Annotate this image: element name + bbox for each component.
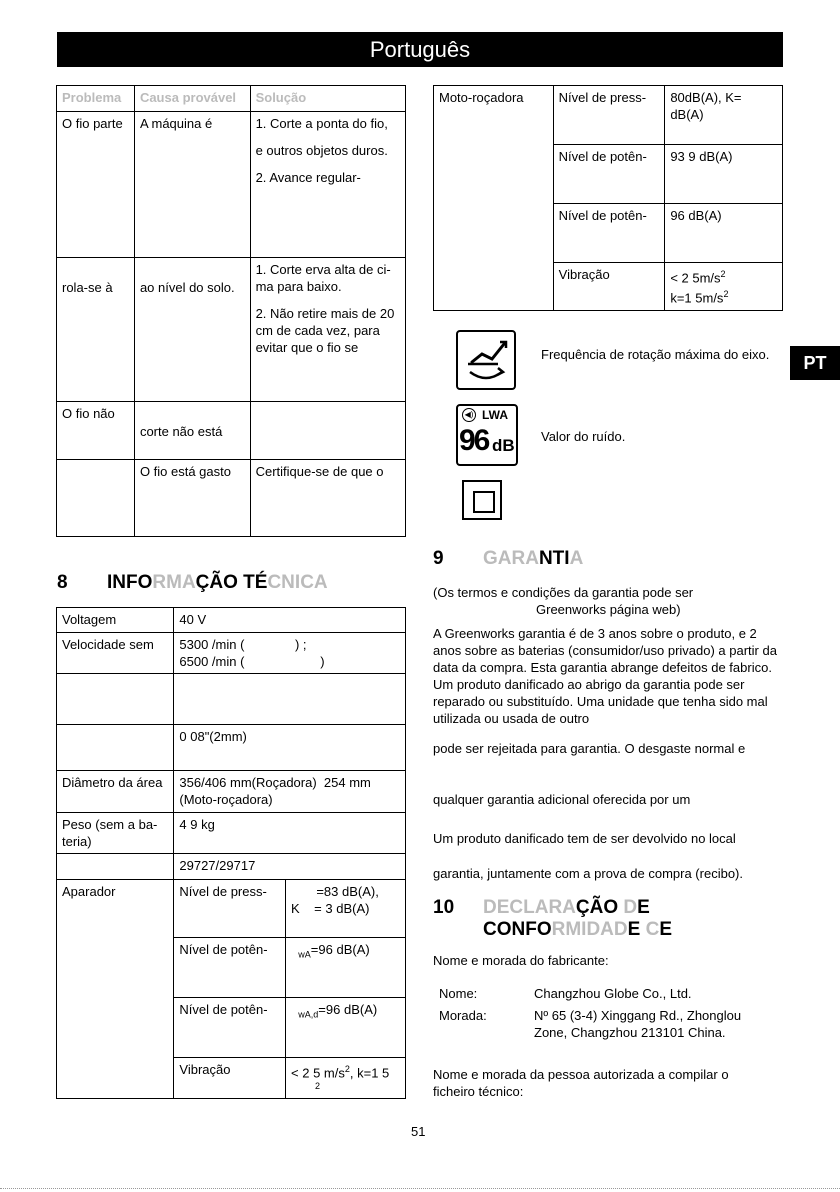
- heading-part: CNI: [267, 572, 301, 593]
- authorized-person-heading: Nome e morada da pessoa autorizada a compilar o ficheiro técnico:: [433, 1067, 729, 1099]
- troubleshooting-table: [56, 85, 406, 537]
- heading-part: E: [637, 897, 650, 918]
- heading-part: INFO: [107, 572, 153, 593]
- warranty-intro: (Os termos e condições da garantia pode ser: [433, 585, 694, 600]
- section-8-heading: [57, 572, 328, 594]
- heading-part: D: [623, 897, 638, 918]
- solution-line: 1. Corte erva alta de ci-ma para baixo.: [255, 262, 391, 294]
- measure-value: [286, 938, 406, 998]
- problem-cell: rola-se à: [57, 258, 135, 402]
- value-text: =96 dB(A): [310, 942, 370, 957]
- symbol-description: Frequência de rotação máxima do eixo.: [541, 347, 770, 362]
- symbol-description: Valor do ruído.: [541, 429, 626, 444]
- measure-name: Vibração: [553, 263, 665, 311]
- spec-label: Diâmetro da área: [57, 771, 174, 813]
- cause-cell: ao nível do solo.: [134, 258, 250, 402]
- spec-value: 0 08"(2mm): [174, 725, 406, 771]
- measure-value: [286, 880, 406, 938]
- subscript: 2: [315, 1081, 321, 1092]
- table-row: [57, 402, 406, 460]
- value-text: < 2 5 m/s: [291, 1065, 345, 1081]
- subscript: wA,d: [298, 1009, 319, 1020]
- heading-part: ÇÃO: [575, 897, 624, 918]
- measure-value-line: K = 3 dB(A): [291, 901, 370, 916]
- table-row: [57, 854, 406, 880]
- subscript: wA: [298, 949, 311, 960]
- problem-cell: O fio não: [57, 402, 135, 460]
- measure-name: Nível de potên-: [553, 145, 665, 204]
- measure-value: [286, 998, 406, 1058]
- spec-label: Moto-roçadora: [434, 86, 554, 311]
- section-number: 9: [433, 548, 444, 569]
- problem-cell: O fio parte: [57, 112, 135, 258]
- measure-name: Nível de potên-: [174, 938, 286, 998]
- solution-line: 2. Avance regular-: [255, 170, 361, 185]
- section-9-heading: [433, 548, 583, 570]
- col-header-solution: Solução: [250, 86, 405, 112]
- heading-part: D: [483, 897, 497, 918]
- spec-value: 40 V: [174, 608, 406, 633]
- measure-name: Nível de potên-: [553, 204, 665, 263]
- spec-label: Velocidade sem: [57, 633, 174, 674]
- speaker-icon: ◀): [462, 408, 476, 422]
- heading-part: CA: [300, 572, 328, 593]
- table-row: [57, 633, 406, 674]
- problem-cell: [57, 460, 135, 537]
- heading-part: TÉ: [243, 572, 268, 593]
- language-tab: PT: [790, 346, 840, 380]
- measure-value: [665, 263, 783, 311]
- cause-cell: O fio está gasto: [134, 460, 250, 537]
- warranty-paragraph: Um produto danificado tem de ser devolvido no local: [433, 831, 736, 846]
- table-row: [57, 674, 406, 725]
- measure-name: Nível de press-: [174, 880, 286, 938]
- manufacturer-heading: Nome e morada do fabricante:: [433, 953, 609, 968]
- measure-name: Nível de press-: [553, 86, 665, 145]
- heading-part: ÇÃO: [195, 572, 244, 593]
- tech-info-table: [56, 607, 406, 1099]
- measure-value-line: dB(A): [670, 107, 704, 122]
- spec-value-line: 356/406 mm(Roçadora) 254 mm: [179, 775, 371, 790]
- heading-part: RM: [551, 919, 582, 940]
- cause-cell: A máquina é: [134, 112, 250, 258]
- measure-value: [286, 1058, 406, 1099]
- address-value: Nº 65 (3-4) Xinggang Rd., Zhonglou Zone, Changzhou 213101 China.: [534, 1008, 742, 1040]
- section-number: 8: [57, 572, 68, 593]
- superscript: 2: [723, 289, 729, 300]
- solution-cell: [250, 258, 405, 402]
- table-row: [57, 813, 406, 854]
- heading-part: E: [627, 919, 646, 940]
- table-row: [57, 771, 406, 813]
- measure-name: Vibração: [174, 1058, 286, 1099]
- heading-part: IDAD: [581, 919, 628, 940]
- spec-label: [57, 854, 174, 880]
- solution-cell: [250, 112, 405, 258]
- heading-part: C: [645, 919, 660, 940]
- spec-label: Aparador: [57, 880, 174, 1099]
- spec-value: [174, 674, 406, 725]
- table-row: [57, 258, 406, 402]
- name-value: Changzhou Globe Co., Ltd.: [534, 986, 692, 1001]
- footer-divider: [0, 1188, 840, 1189]
- measure-name: Nível de potên-: [174, 998, 286, 1058]
- page-number: 51: [411, 1124, 426, 1139]
- heading-part: ECL: [496, 897, 535, 918]
- spec-label: Peso (sem a ba-teria): [57, 813, 174, 854]
- section-number: 10: [433, 897, 455, 918]
- heading-part: CONFO: [483, 919, 552, 940]
- value-text: k=1 5m/s: [670, 290, 724, 306]
- lwa-badge-unit: dB: [492, 436, 515, 455]
- solution-line: e outros objetos duros.: [255, 143, 388, 158]
- warranty-paragraph: A Greenworks garantia é de 3 anos sobre o produto, e 2 anos sobre as baterias (consumidor/uso privado) a partir da data da compra. Esta garantia abrange defeitos de fabrico. Um produto danificado ao abrigo da garantia pode ser reparado ou substituído. Uma unidade que tenha sido mal utilizada ou usada de outro: [433, 626, 777, 726]
- name-label: Nome:: [439, 986, 478, 1001]
- measure-value: 93 9 dB(A): [665, 145, 783, 204]
- solution-cell: [250, 402, 405, 460]
- solution-cell: Certifique-se de que o: [250, 460, 405, 537]
- heading-part: NTI: [538, 548, 570, 569]
- spec-label: Voltagem: [57, 608, 174, 633]
- spec-label: [57, 725, 174, 771]
- value-text: < 2 5m/s: [670, 270, 721, 286]
- spec-label: [57, 674, 174, 725]
- spec-value: [174, 771, 406, 813]
- lwa-badge-label: LWA: [482, 408, 508, 422]
- table-row: [57, 608, 406, 633]
- double-insulation-icon: [462, 480, 502, 520]
- measure-value-line: 80dB(A), K=: [670, 90, 742, 105]
- heading-part: A: [569, 548, 584, 569]
- heading-part: GARA: [483, 548, 539, 569]
- superscript: 2: [344, 1064, 350, 1074]
- cause-cell: corte não está: [134, 402, 250, 460]
- lwa-badge-value: 96: [459, 424, 489, 457]
- warranty-paragraph: pode ser rejeitada para garantia. O desgaste normal e: [433, 741, 746, 756]
- measure-value: [665, 86, 783, 145]
- superscript: 2: [720, 269, 726, 279]
- measure-value: 96 dB(A): [665, 204, 783, 263]
- moto-trimmer-table: [433, 85, 783, 311]
- heading-part: ARA: [534, 897, 576, 918]
- spec-value-line: 6500 /min ( ): [179, 654, 325, 669]
- solution-line: 1. Corte a ponta do fio,: [255, 116, 388, 131]
- table-row: [57, 725, 406, 771]
- heading-part: E: [659, 919, 672, 940]
- value-text: =96 dB(A): [318, 1002, 378, 1017]
- spec-value-line: 5300 /min ( ) ;: [179, 637, 307, 652]
- heading-part: RMA: [152, 572, 196, 593]
- warranty-intro-line: Greenworks página web): [536, 602, 681, 617]
- page-header: Português: [57, 32, 783, 67]
- rotation-speed-icon: [456, 330, 516, 390]
- spec-value: 4 9 kg: [174, 813, 406, 854]
- warranty-paragraph: qualquer garantia adicional oferecida por um: [433, 792, 691, 807]
- table-row: [57, 112, 406, 258]
- spec-value: [174, 633, 406, 674]
- measure-value-line: =83 dB(A),: [291, 884, 379, 899]
- spec-value: 29727/29717: [174, 854, 406, 880]
- table-row: [57, 880, 406, 938]
- address-label: Morada:: [439, 1008, 487, 1023]
- warranty-paragraph: garantia, juntamente com a prova de compra (recibo).: [433, 866, 743, 881]
- table-row: [57, 460, 406, 537]
- col-header-problem: Problema: [57, 86, 135, 112]
- section-10-heading: [433, 897, 672, 941]
- value-text: , k=1 5: [349, 1065, 390, 1081]
- col-header-cause: Causa provável: [134, 86, 250, 112]
- spec-value-line: (Moto-roçadora): [179, 792, 273, 807]
- solution-line: 2. Não retire mais de 20 cm de cada vez, para evitar que o fio se: [255, 306, 395, 355]
- table-row: [434, 86, 783, 145]
- noise-level-icon: [456, 404, 518, 466]
